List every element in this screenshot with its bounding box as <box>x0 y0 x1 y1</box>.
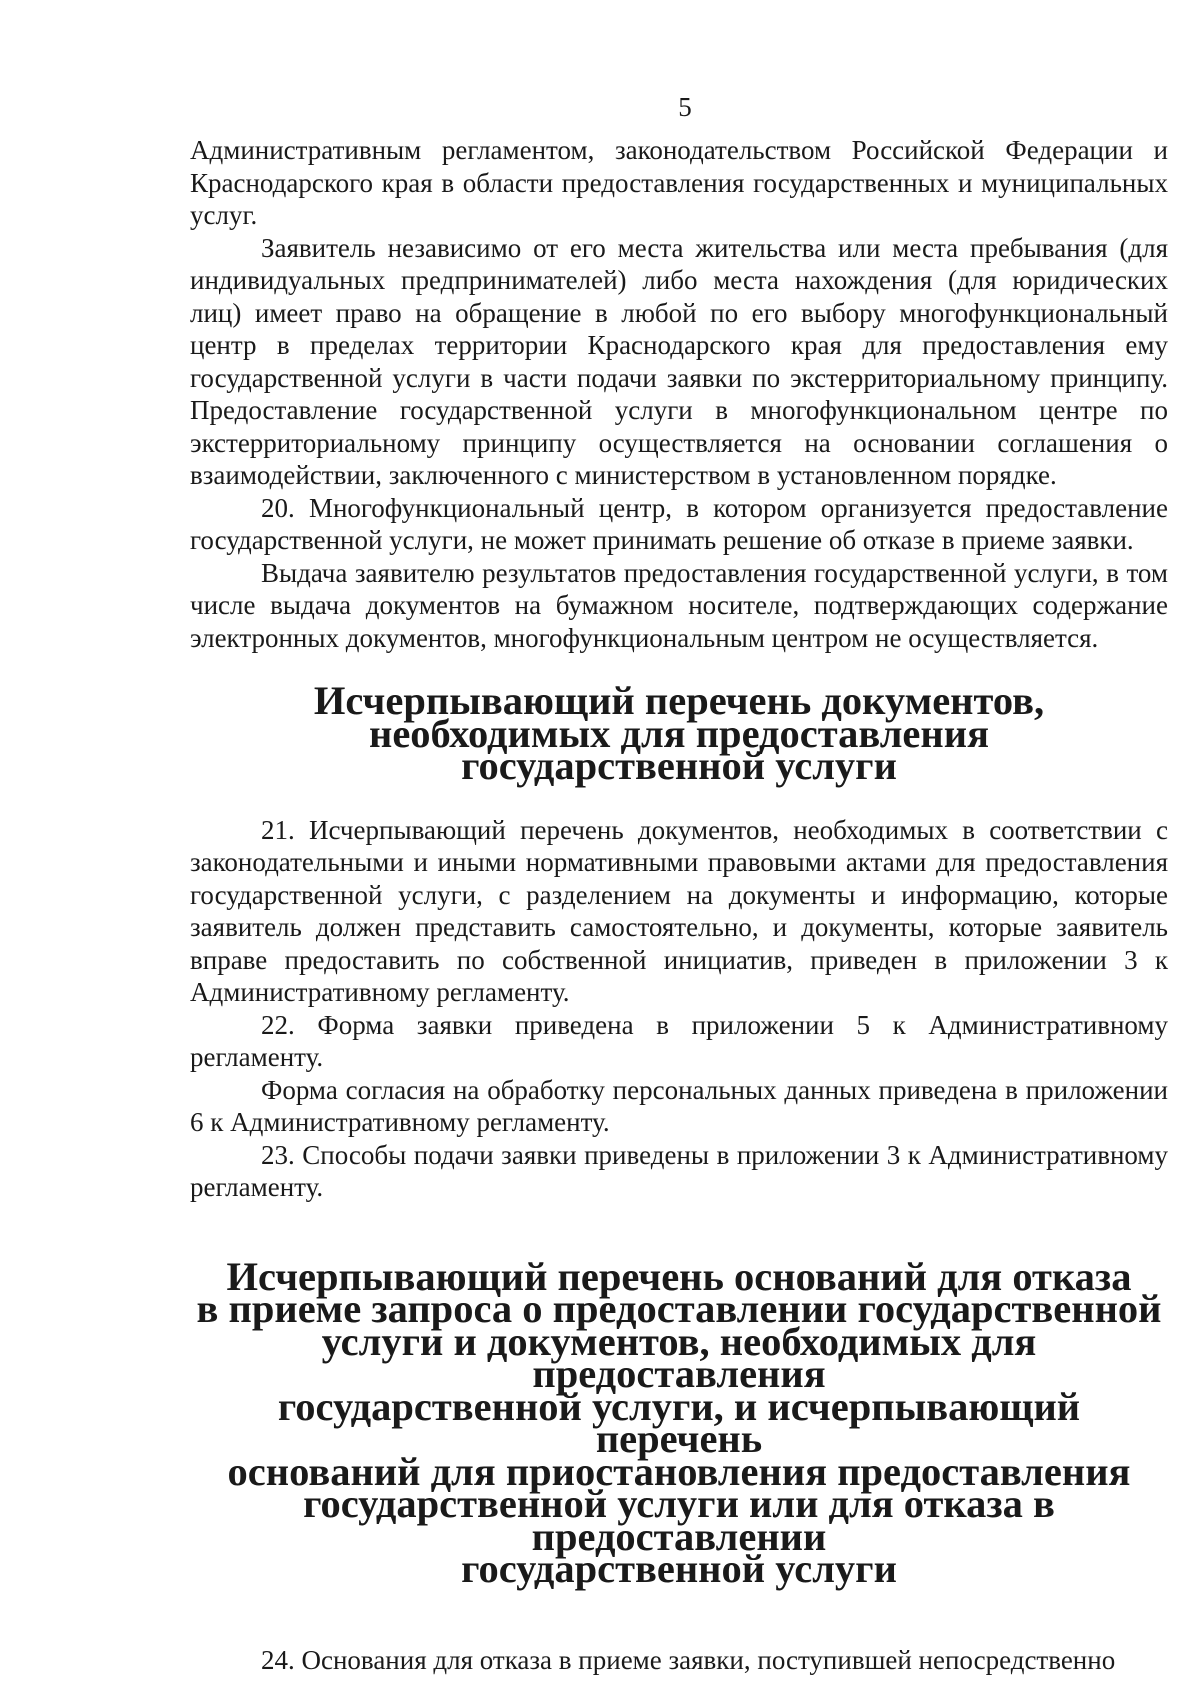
heading-line: необходимых для предоставления <box>369 710 989 756</box>
paragraph-item-23: 23. Способы подачи заявки приведены в приложении 3 к Административному регламенту. <box>190 1139 1168 1202</box>
heading-line: Исчерпывающий перечень документов, <box>313 678 1045 723</box>
document-body <box>190 134 1168 1676</box>
paragraph-item-22: 22. Форма заявки приведена в приложении 5 к Административному регламенту. <box>190 1009 1168 1072</box>
paragraph-item-21: 21. Исчерпывающий перечень документов, необходимых в соответствии с законодательными и иными нормативными правовыми актами для предоставления государственной услуги, с разделением на документы и информацию, которые заявитель должен представить самостоятельно, и документы, которые заявитель вправе предоставить по собственной инициатив, приведен в приложении 3 к Административному регламенту. <box>190 814 1168 1007</box>
paragraph-applicant-extraterritorial: Заявитель независимо от его места жительства или места пребывания (для индивидуальных предпринимателей) либо места нахождения (для юридических лиц) имеет право на обращение в любой по его выбору многофункциональный центр в пределах территории Краснодарского края для предоставления ему государственной услуги в части подачи заявки по экстерриториальному принципу. Предоставление государственной услуги в многофункциональном центре по экстерриториальному принципу осуществляется на основании соглашения о взаимодействии, заключенного с министерством в установленном порядке. <box>190 232 1168 490</box>
heading-line: в приеме запроса о предоставлении государственной <box>196 1286 1162 1331</box>
section-heading-refusal-grounds <box>190 1253 1168 1591</box>
heading-line: государственной услуги <box>461 1546 897 1591</box>
section-heading-documents-list <box>190 678 1168 788</box>
paragraph-item-24: 24. Основания для отказа в приеме заявки, поступившей непосредственно <box>261 1644 1116 1675</box>
heading-line: услуги и документов, необходимых для предоставления <box>321 1318 1037 1396</box>
heading-line: государственной услуги <box>461 743 897 788</box>
paragraph-consent-form: Форма согласия на обработку персональных данных приведена в приложении 6 к Административному регламенту. <box>190 1074 1168 1137</box>
paragraph-item-20: 20. Многофункциональный центр, в котором организуется предоставление государственной услуги, не может принимать решение об отказе в приеме заявки. <box>190 492 1168 555</box>
page-number: 5 <box>678 92 692 122</box>
paragraph-continuation: Административным регламентом, законодательством Российской Федерации и Краснодарского края в области предоставления государственных и муниципальных услуг. <box>190 135 1168 230</box>
heading-line: государственной услуги, и исчерпывающий перечень <box>277 1383 1081 1461</box>
heading-line: Исчерпывающий перечень оснований для отказа <box>226 1253 1132 1299</box>
heading-line: государственной услуги или для отказа в предоставлении <box>303 1481 1055 1559</box>
heading-line: оснований для приостановления предоставления <box>227 1448 1131 1494</box>
paragraph-results-issuance: Выдача заявителю результатов предоставления государственной услуги, в том числе выдача документов на бумажном носителе, подтверждающих содержание электронных документов, многофункциональным центром не осуществляется. <box>190 557 1168 653</box>
